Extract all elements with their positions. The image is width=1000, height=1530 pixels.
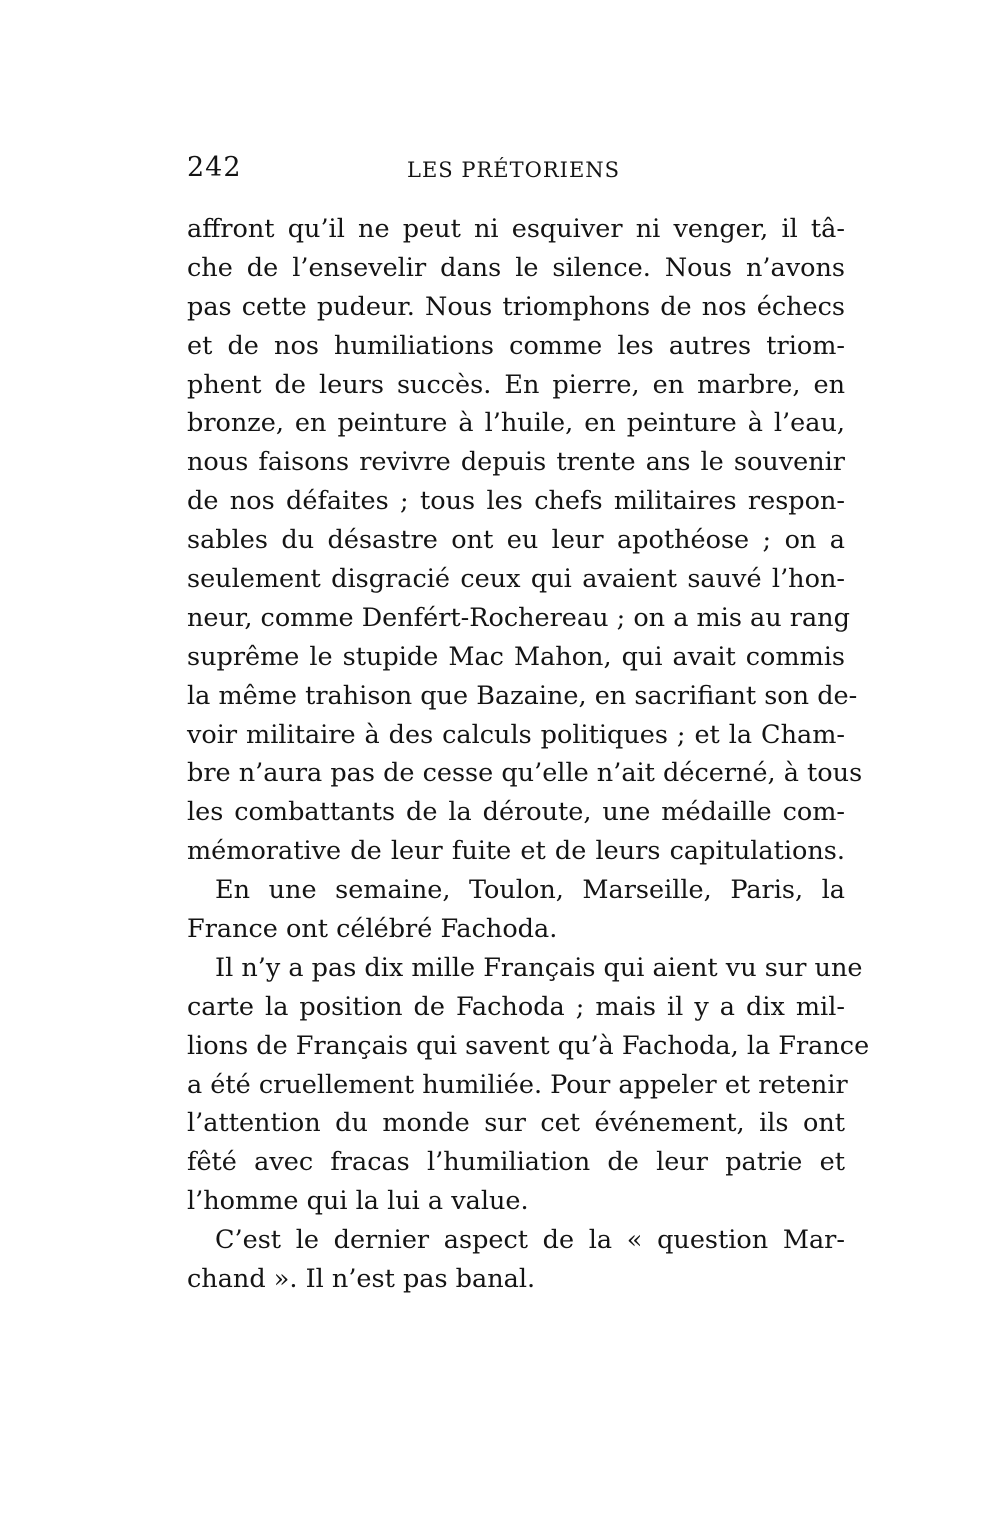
text-line: a été cruellement humiliée. Pour appeler et retenir bbox=[187, 1069, 848, 1100]
paragraph-1 bbox=[187, 210, 863, 871]
text-line: neur, comme Denfért-Rochereau ; on a mis au rang bbox=[187, 602, 850, 633]
text-line: En une semaine, Toulon, Marseille, Paris, la bbox=[215, 875, 845, 906]
text-line: che de l’ensevelir dans le silence. Nous n’avons bbox=[187, 252, 845, 283]
text-line: Il n’y a pas dix mille Français qui aient vu sur une bbox=[215, 952, 863, 983]
text-line: et de nos humiliations comme les autres triom- bbox=[187, 330, 845, 361]
text-line: suprême le stupide Mac Mahon, qui avait commis bbox=[187, 641, 845, 672]
text-line: fêté avec fracas l’humiliation de leur patrie et bbox=[187, 1147, 845, 1178]
paragraph-2 bbox=[187, 871, 845, 949]
text-line: mémorative de leur fuite et de leurs capitulations. bbox=[187, 836, 845, 867]
text-line: l’homme qui la lui a value. bbox=[187, 1186, 529, 1217]
text-line: lions de Français qui savent qu’à Fachoda, la France bbox=[187, 1030, 870, 1061]
running-head bbox=[187, 152, 845, 192]
running-title: LES PRÉTORIENS bbox=[407, 158, 621, 182]
page-number: 242 bbox=[187, 152, 242, 183]
text-line: C’est le dernier aspect de la « question Mar- bbox=[215, 1225, 845, 1256]
text-line: l’attention du monde sur cet événement, ils ont bbox=[187, 1108, 845, 1139]
text-line: pas cette pudeur. Nous triomphons de nos échecs bbox=[187, 291, 845, 322]
paragraph-3 bbox=[187, 949, 870, 1221]
text-line: de nos défaites ; tous les chefs militaires respon- bbox=[187, 486, 845, 517]
text-line: les combattants de la déroute, une médaille com- bbox=[187, 797, 845, 828]
text-line: la même trahison que Bazaine, en sacrifiant son de- bbox=[187, 680, 858, 711]
text-line: chand ». Il n’est pas banal. bbox=[187, 1264, 536, 1295]
text-line: sables du désastre ont eu leur apothéose ; on a bbox=[187, 525, 845, 556]
paragraph-4 bbox=[187, 1221, 845, 1299]
text-line: carte la position de Fachoda ; mais il y a dix mil- bbox=[187, 991, 845, 1022]
text-line: France ont célébré Fachoda. bbox=[187, 914, 558, 945]
text-line: bre n’aura pas de cesse qu’elle n’ait décerné, à tous bbox=[187, 758, 863, 789]
text-line: nous faisons revivre depuis trente ans le souvenir bbox=[187, 447, 845, 478]
text-line: affront qu’il ne peut ni esquiver ni venger, il tâ- bbox=[187, 214, 845, 244]
body-text bbox=[187, 210, 870, 1299]
text-line: voir militaire à des calculs politiques ; et la Cham- bbox=[187, 719, 845, 750]
text-line: phent de leurs succès. En pierre, en marbre, en bbox=[187, 369, 845, 400]
text-line: bronze, en peinture à l’huile, en peinture à l’eau, bbox=[187, 408, 845, 439]
text-line: seulement disgracié ceux qui avaient sauvé l’hon- bbox=[187, 564, 845, 595]
